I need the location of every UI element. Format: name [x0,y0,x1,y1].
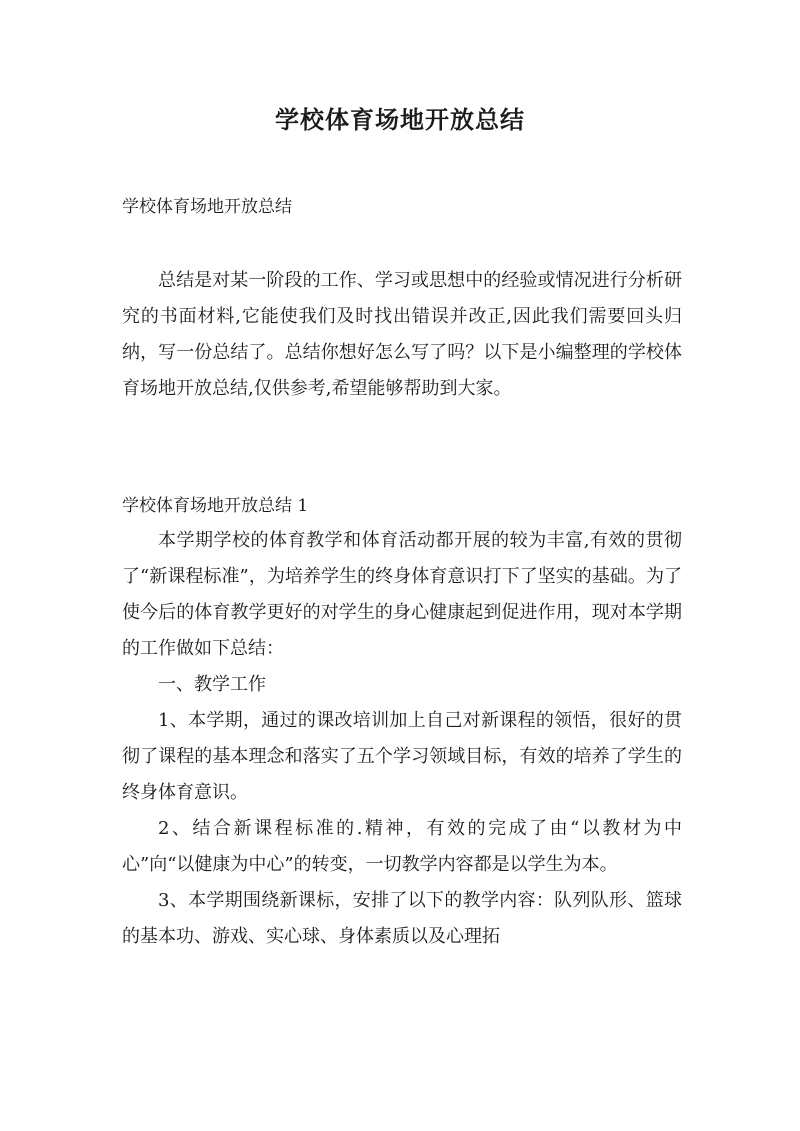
section-body [122,523,682,955]
body-paragraph: 3、本学期围绕新课标，安排了以下的教学内容：队列队形、篮球的基本功、游戏、实心球、身体素质以及心理拓 [122,890,682,947]
body-paragraph: 1、本学期，通过的课改培训加上自己对新课程的领悟，很好的贯彻了课程的基本理念和落实了五个学习领域目标，有效的培养了学生的终身体育意识。 [122,710,682,803]
body-paragraph: 2、结合新课程标准的.精神，有效的完成了由“以教材为中心”向“以健康为中心”的转变，一切教学内容都是以学生为本。 [122,818,682,875]
body-paragraph: 本学期学校的体育教学和体育活动都开展的较为丰富,有效的贯彻了“新课程标准”，为培养学生的终身体育意识打下了坚实的基础。为了使今后的体育教学更好的对学生的身心健康起到促进作用，现对本学期的工作做如下总结： [122,530,682,659]
subsection-heading: 一、教学工作 [158,674,266,695]
intro-paragraph: 总结是对某一阶段的工作、学习或思想中的经验或情况进行分析研究的书面材料,它能使我们及时找出错误并改正,因此我们需要回头归纳，写一份总结了。总结你想好怎么写了吗？以下是小编整理的学校体育场地开放总结,仅供参考,希望能够帮助到大家。 [122,270,682,399]
page-title: 学校体育场地开放总结 [275,106,525,134]
document-subtitle: 学校体育场地开放总结 [122,197,292,217]
section-heading: 学校体育场地开放总结 1 [122,496,309,516]
